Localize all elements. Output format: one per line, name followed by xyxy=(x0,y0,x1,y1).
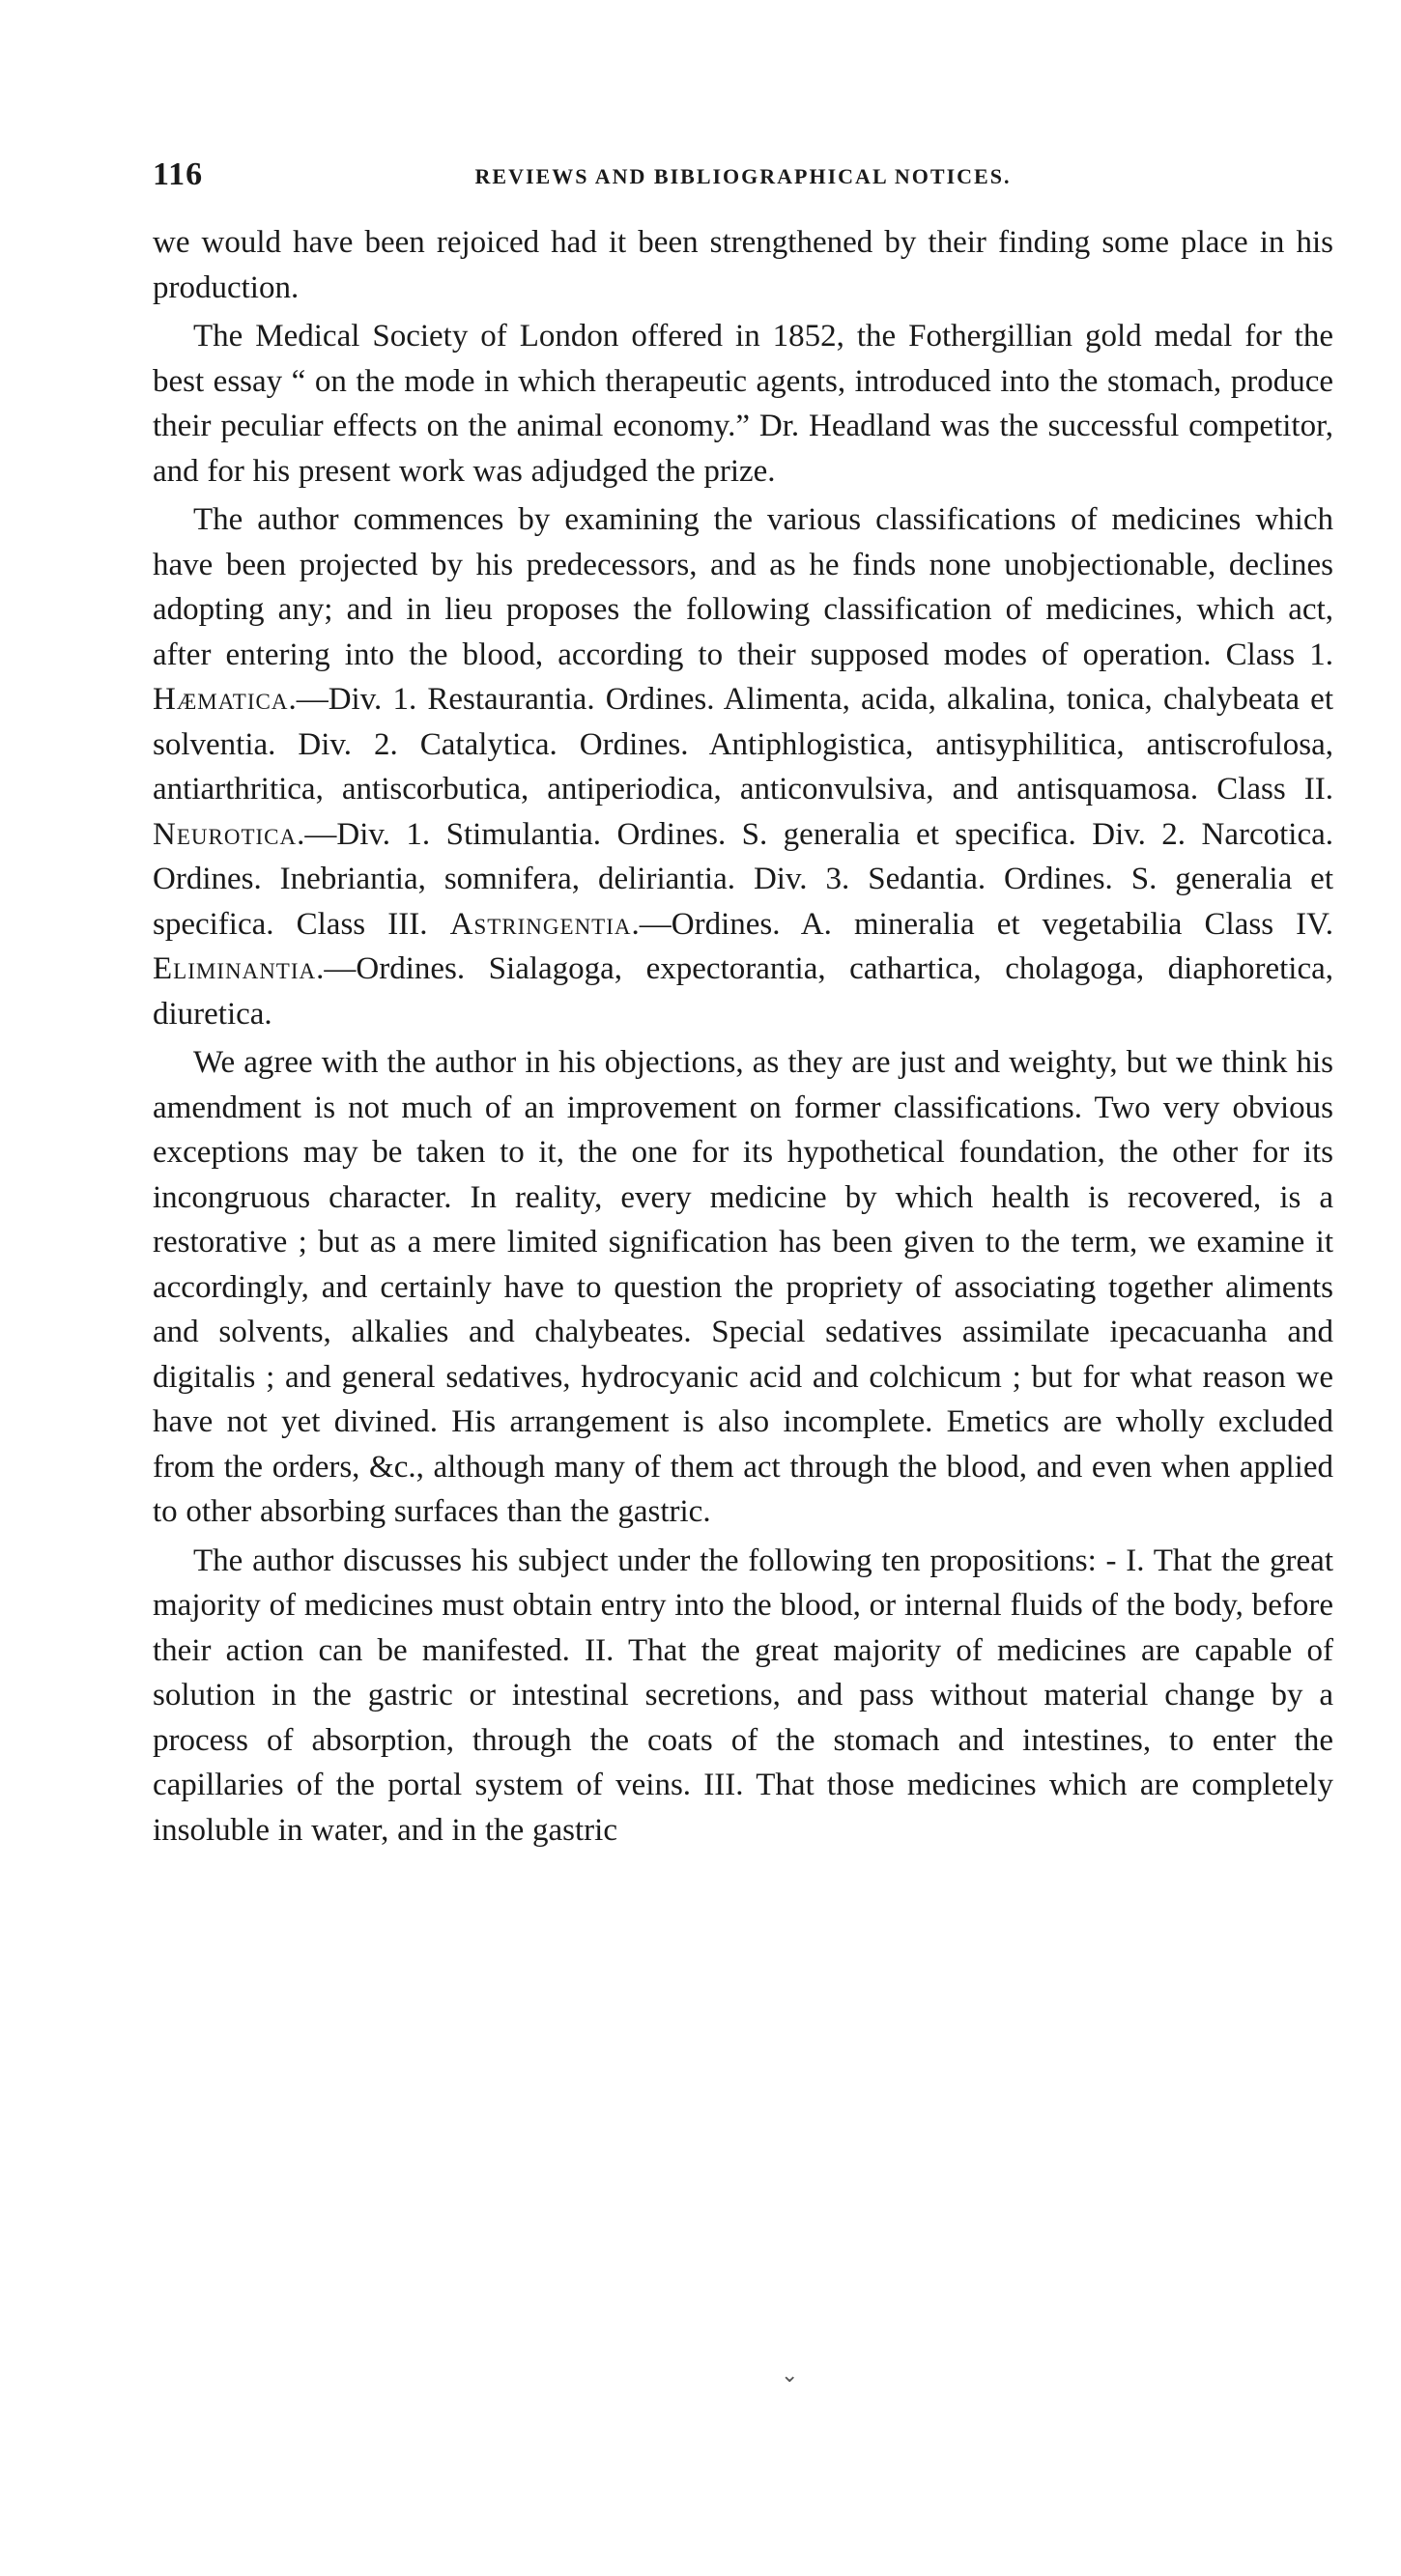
class-name-eliminantia: Eliminantia xyxy=(153,951,317,986)
class-name-neurotica: Neurotica xyxy=(153,816,298,852)
paragraph-classification xyxy=(153,497,1333,1036)
class-name-astringentia: Astringentia xyxy=(449,906,632,942)
page-number: 116 xyxy=(153,156,204,192)
running-head xyxy=(153,155,1333,203)
classification-text-g: .—Ordines. A. mineralia et vegetabilia Class IV. xyxy=(631,906,1333,942)
classification-text-c: .—Div. 1. Restaurantia. Ordines. Alimenta, acida, alkalina, tonica, chalybeata et solventia. Div. 2. Catalytica. Ordines. Antiphlogistica, antisyphilitica, antiscrofulosa, antiarthritica, antiscorbutica, antiperiodica, anticonvulsiva, and antisquamosa. Class II. xyxy=(153,682,1333,807)
paragraph-propositions: The author discusses his subject under the following ten propositions: - I. That the great majority of medicines must obtain entry into the blood, or internal fluids of the body, before their action can be manifested. II. That the great majority of medicines are capable of solution in the gastric or intestinal secretions, and pass without material change by a process of absorption, through the coats of the stomach and intestines, to enter the capillaries of the portal system of veins. III. That those medicines which are completely insoluble in water, and in the gastric xyxy=(153,1543,1333,1848)
footer-mark: ⌄ xyxy=(781,2363,799,2387)
paragraph-fothergillian-prize: The Medical Society of London offered in 1852, the Fothergillian gold medal for the best essay “ on the mode in which therapeutic agents, introduced into the stomach, produce their peculiar effects on the animal economy.” Dr. Headland was the successful competitor, and for his present work was adjudged the prize. xyxy=(153,319,1333,489)
running-head-title: REVIEWS AND BIBLIOGRAPHICAL NOTICES. xyxy=(474,164,1012,188)
classification-text-i: .—Ordines. Sialagoga, expectorantia, cathartica, cholagoga, diaphoretica, diuretica. xyxy=(153,951,1333,1032)
classification-text-a: The author commences by examining the various classifications of medicines which have been projected by his predecessors, and as he finds none unobjectionable, declines adopting any; and in lieu proposes the following classification of medicines, which act, after entering into the blood, according to their supposed modes of operation. Class 1. xyxy=(153,502,1333,672)
class-name-haematica: Hæmatica xyxy=(153,682,289,717)
book-page xyxy=(153,155,1333,1853)
paragraph-objections: We agree with the author in his objections, as they are just and weighty, but we think his amendment is not much of an improvement on former classifications. Two very obvious exceptions may be taken to it, the one for its hypothetical foundation, the other for its incongruous character. In reality, every medicine by which health is recovered, is a restorative ; but as a mere limited signification has been given to the term, we examine it accordingly, and certainly have to question the propriety of associating together aliments and solvents, alkalies and chalybeates. Special sedatives assimilate ipecacuanha and digitalis ; and general sedatives, hydrocyanic acid and colchicum ; but for what reason we have not yet divined. His arrangement is also incomplete. Emetics are wholly excluded from the orders, &c., although many of them act through the blood, and even when applied to other absorbing surfaces than the gastric. xyxy=(153,1045,1333,1529)
paragraph-continuation: we would have been rejoiced had it been strengthened by their finding some place in his production. xyxy=(153,225,1333,305)
classification-text-e: .—Div. 1. Stimulantia. Ordines. S. generalia et specifica. Div. 2. Narcotica. Ordines. Inebriantia, somnifera, deliriantia. Div. 3. Sedantia. Ordines. S. generalia et specifica. Class III. xyxy=(153,816,1333,942)
